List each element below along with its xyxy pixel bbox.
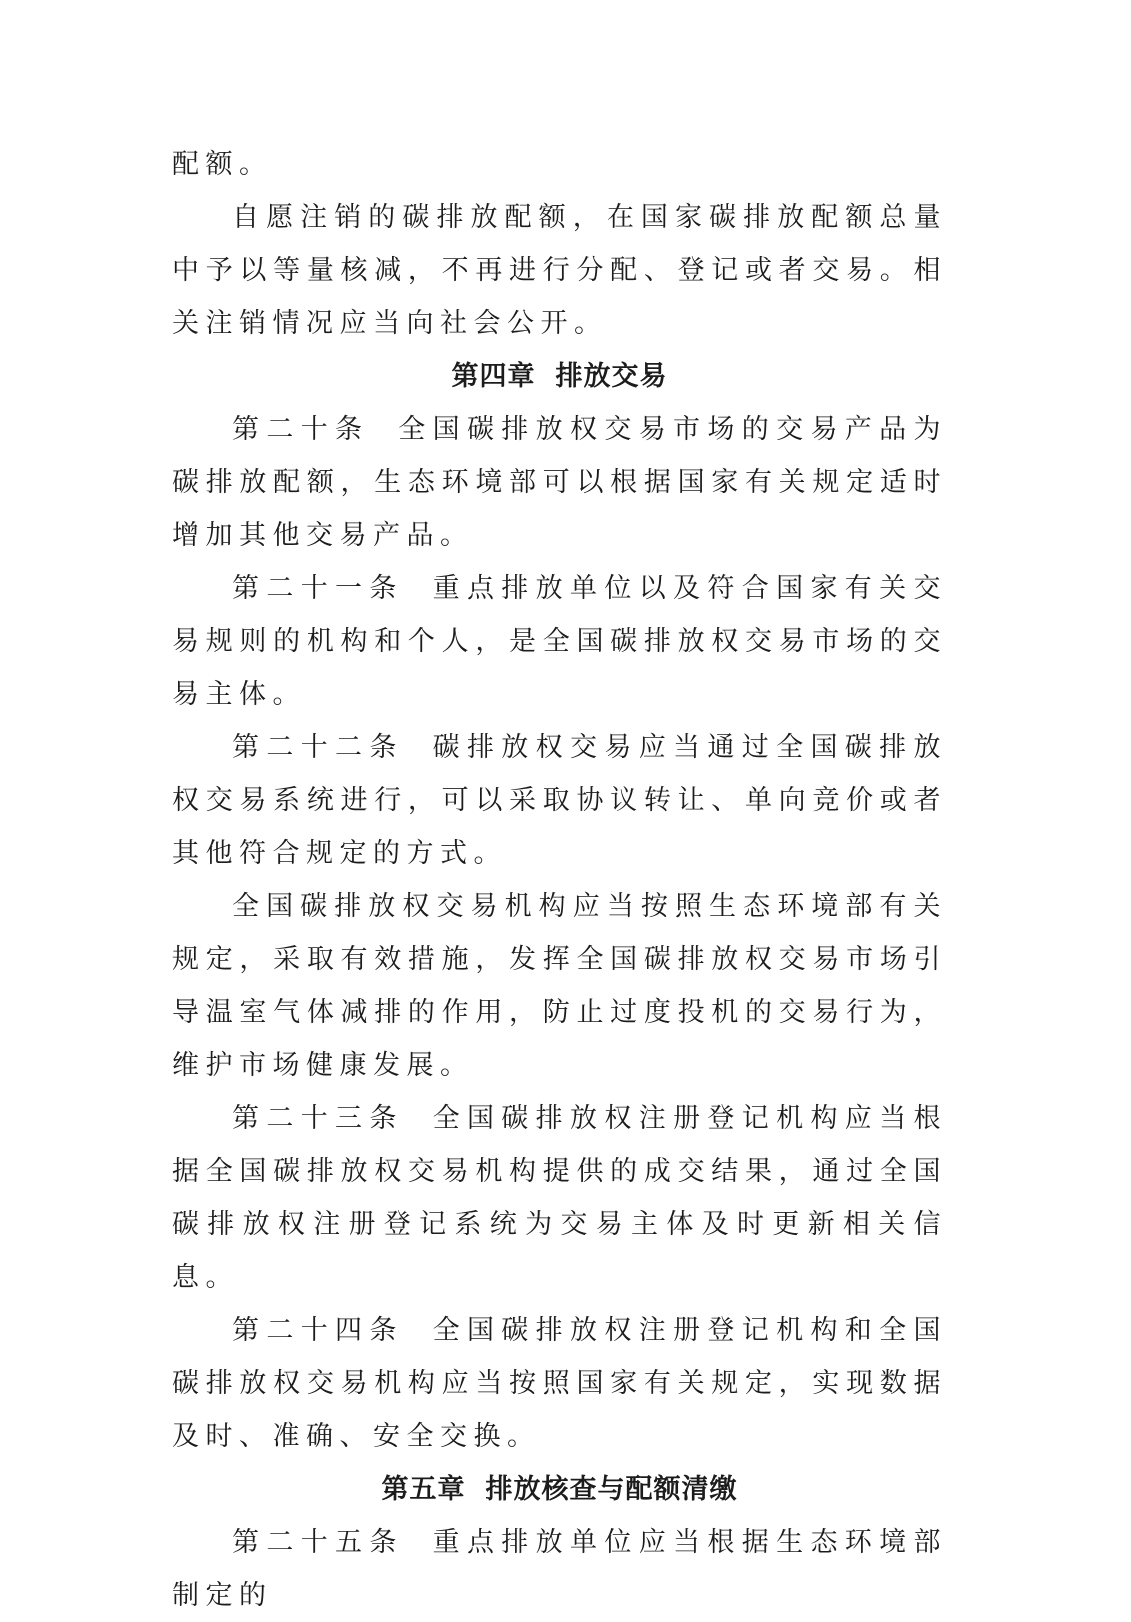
- article-22-paragraph-2: 全国碳排放权交易机构应当按照生态环境部有关规定，采取有效措施，发挥全国碳排放权交易市场引导温室气体减排的作用，防止过度投机的交易行为，维护市场健康发展。: [172, 891, 947, 1081]
- article-25-text: 重点排放单位应当根据生态环境部制定的: [172, 1527, 947, 1611]
- paragraph-voluntary-cancellation: 自愿注销的碳排放配额，在国家碳排放配额总量中予以等量核减，不再进行分配、登记或者交易。相关注销情况应当向社会公开。: [172, 202, 947, 339]
- chapter-5-number: 第五章: [381, 1474, 466, 1505]
- article-20-label: 第二十条: [232, 414, 370, 445]
- chapter-4-title: 排放交易: [555, 361, 668, 392]
- article-25: [172, 1516, 947, 1622]
- article-24-text: 全国碳排放权注册登记机构和全国碳排放权交易机构应当按照国家有关规定，实现数据及时、准确、安全交换。: [172, 1315, 947, 1452]
- article-21-label: 第二十一条: [232, 573, 404, 604]
- article-22: [172, 721, 947, 880]
- chapter-4-number: 第四章: [451, 361, 536, 392]
- chapter-5-title: 排放核查与配额清缴: [485, 1474, 738, 1505]
- article-23: [172, 1092, 947, 1304]
- article-22-text: 碳排放权交易应当通过全国碳排放权交易系统进行，可以采取协议转让、单向竞价或者其他符合规定的方式。: [172, 732, 947, 869]
- article-24-label: 第二十四条: [232, 1315, 404, 1346]
- article-24: [172, 1304, 947, 1463]
- document-page: [172, 138, 947, 1622]
- article-21-text: 重点排放单位以及符合国家有关交易规则的机构和个人，是全国碳排放权交易市场的交易主体。: [172, 573, 947, 710]
- chapter-5-heading: [172, 1463, 947, 1516]
- article-20: [172, 403, 947, 562]
- article-20-text: 全国碳排放权交易市场的交易产品为碳排放配额，生态环境部可以根据国家有关规定适时增加其他交易产品。: [172, 414, 948, 551]
- article-22-label: 第二十二条: [232, 732, 404, 763]
- continuation-text: 配额。: [172, 149, 273, 180]
- chapter-4-heading: [172, 350, 947, 403]
- article-25-label: 第二十五条: [232, 1527, 404, 1558]
- article-23-text: 全国碳排放权注册登记机构应当根据全国碳排放权交易机构提供的成交结果，通过全国碳排放权注册登记系统为交易主体及时更新相关信息。: [172, 1103, 947, 1293]
- article-23-label: 第二十三条: [232, 1103, 404, 1134]
- article-21: [172, 562, 947, 721]
